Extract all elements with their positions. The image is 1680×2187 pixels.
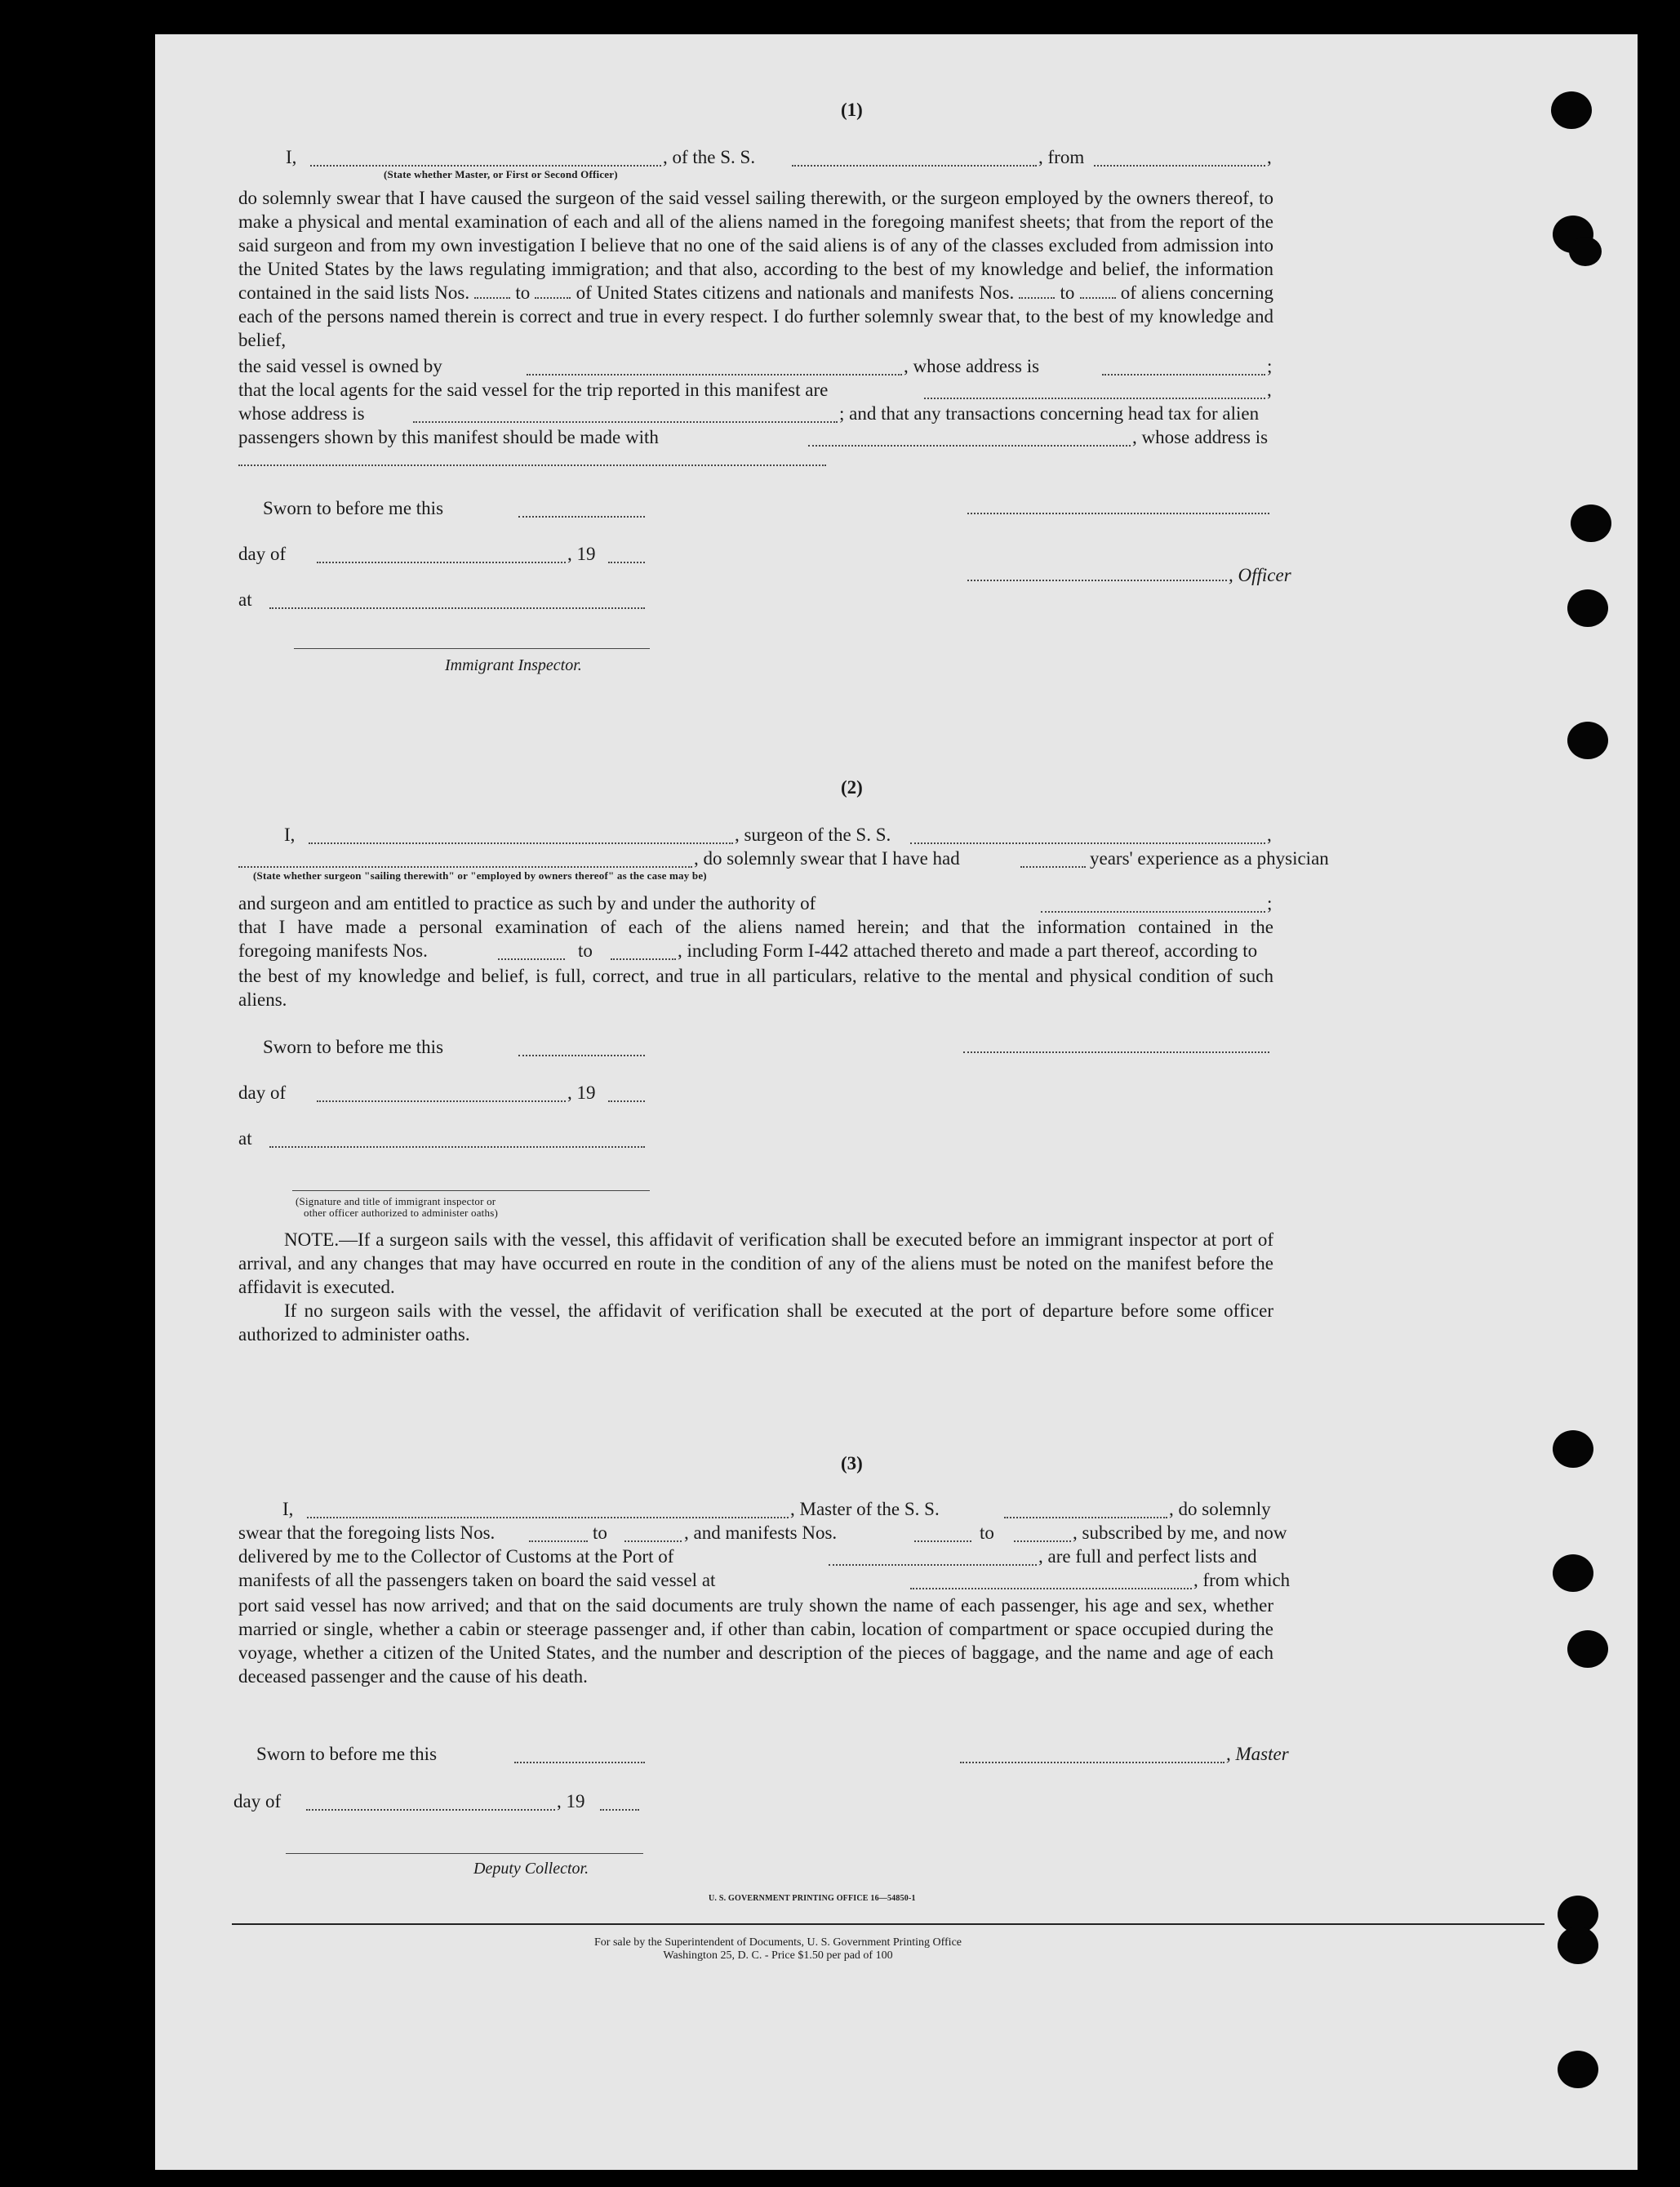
section-2-text-1: that I have made a personal examination of each of the aliens named herein; and that the information contained in the [238,917,1273,937]
section-1-paragraph [238,186,1273,352]
section-1-text-2: of United States citizens and nationals and manifests Nos. [576,282,1015,303]
head-tax-address-field[interactable] [238,465,826,466]
agents-address-field[interactable] [413,421,838,423]
whose-address-label-2: whose address is [238,403,365,424]
vessel-name-field[interactable] [792,165,1037,167]
surgeon-signature-line[interactable] [963,1051,1269,1053]
owned-by-label: the said vessel is owned by [238,356,442,376]
section-1-i: I, [286,147,297,167]
punch-hole [1553,1430,1593,1468]
section-3-text: port said vessel has now arrived; and that on the said documents are truly shown the name of each passenger, his age and sex, whether married or single, whether a cabin or steerage passenger and, if other than cabin, location of compartment or space occupied during the voyage, whether a citizen of the United States, and the number and description of the pieces of baggage, and the name and age of each deceased passenger and the cause of his death. [238,1595,1273,1687]
years-field[interactable] [1020,866,1086,868]
and-manifests-label: , and manifests Nos. [684,1522,838,1543]
section-3-number: (3) [841,1453,863,1474]
to-label-3a: to [593,1522,607,1543]
from-port-field[interactable] [1094,165,1265,167]
semicolon: ; [1267,356,1273,376]
manifests-to-field[interactable] [1080,286,1116,299]
year-field-1[interactable] [608,562,645,563]
footer-rule [232,1923,1544,1925]
sworn-label-2: Sworn to before me this [263,1037,444,1057]
day-of-label-3: day of [233,1791,282,1811]
authority-field[interactable] [1041,911,1265,913]
lists-to-field-3[interactable] [624,1540,682,1542]
sworn-label-1: Sworn to before me this [263,498,444,518]
signature-hint-1: (Signature and title of immigrant inspector or [296,1195,496,1207]
head-tax-contact-field[interactable] [808,445,1131,447]
section-1-text-3: of aliens concerning each of the persons named therein is correct and true in every respect. I do further solemnly swear that, to the best of my knowledge and belief, [238,282,1274,350]
punch-hole [1567,589,1608,627]
port-field[interactable] [829,1564,1037,1566]
section-1-number: (1) [841,100,863,120]
inspector-signature-line-2[interactable] [292,1190,650,1191]
surgeon-vessel-field[interactable] [910,842,1265,844]
punch-hole [1571,505,1611,542]
section-2-i: I, [284,825,296,845]
year-label-1: , 19 [567,544,596,564]
manifests-from-field-2[interactable] [498,958,565,960]
section-2-number: (2) [841,777,863,798]
section-1-hint: (State whether Master, or First or Second Officer) [384,168,618,180]
lists-from-field-3[interactable] [529,1540,588,1542]
punch-hole [1551,91,1592,129]
master-label: , Master [1226,1744,1289,1764]
section-2-hint: (State whether surgeon "sailing therewith" or "employed by owners thereof" as the case may be) [253,869,707,882]
master-of-label: , Master of the S. S. [790,1499,940,1519]
manifests-all-label: manifests of all the passengers taken on board the said vessel at [238,1570,716,1590]
note-label: NOTE. [284,1229,340,1250]
authority-label: and surgeon and am entitled to practice as such by and under the authority of [238,893,816,913]
years-label: years' experience as a physician [1090,848,1329,869]
officer-label: , Officer [1229,565,1291,585]
year-label-2: , 19 [567,1082,596,1103]
master-name-field[interactable] [310,165,661,167]
swear-lists-label: swear that the foregoing lists Nos. [238,1522,496,1543]
at-label-2: at [238,1128,252,1149]
full-perfect-label: , are full and perfect lists and [1038,1546,1257,1567]
sworn-day-field-1[interactable] [518,516,645,518]
sale-line-2: Washington 25, D. C. - Price $1.50 per pad of 100 [663,1949,893,1962]
boarding-port-field[interactable] [910,1588,1192,1589]
officer-signature-line-1[interactable] [967,513,1269,514]
sworn-day-field-2[interactable] [518,1055,645,1056]
year-field-3[interactable] [600,1809,639,1811]
sworn-day-field-3[interactable] [514,1762,645,1763]
owner-field[interactable] [527,374,902,376]
including-form-label: , including Form I-442 attached thereto and made a part thereof, according to [678,940,1258,961]
collector-signature-line[interactable] [286,1853,643,1854]
lists-to-field[interactable] [535,286,571,299]
vessel-name-field-3[interactable] [1004,1517,1167,1518]
head-tax-label: ; and that any transactions concerning head tax for alien [839,403,1260,424]
at-field-1[interactable] [269,607,645,609]
inspector-signature-line[interactable] [294,648,650,649]
from-which-label: , from which [1193,1570,1291,1590]
manifests-from-field[interactable] [1019,286,1055,299]
comma: , [1267,825,1272,845]
day-of-label-2: day of [238,1082,287,1103]
punch-hole [1567,1630,1608,1668]
month-field-1[interactable] [317,562,566,563]
local-agents-label: that the local agents for the said vessel for the trip reported in this manifest are [238,380,829,400]
master-signature-line[interactable] [960,1762,1224,1763]
swear-label: , do solemnly swear that I have had [694,848,960,869]
to-label: to [1060,282,1075,303]
at-label-1: at [238,589,252,610]
at-field-2[interactable] [269,1146,645,1148]
lists-from-field[interactable] [474,286,510,299]
month-field-3[interactable] [306,1809,555,1811]
immigrant-inspector-label: Immigrant Inspector. [445,656,582,674]
comma: , [1267,147,1272,167]
master-name-field-3[interactable] [307,1517,789,1518]
section-1-text-1: do solemnly swear that I have caused the surgeon of the said vessel sailing therewith, or the surgeon employed by the owners thereof, to make a physical and mental examination of each and all of the aliens named in the foregoing manifest sheets; that from the report of the said surgeon and from my own investigation I believe that no one of the said aliens is of any of the classes excluded from admission into the United States by the laws regulating immigration; and that also, according to the best of my knowledge and belief, the information contained in the said lists Nos. [238,188,1273,303]
to-label-3b: to [980,1522,994,1543]
deputy-collector-label: Deputy Collector. [473,1860,589,1878]
comma: , [1267,380,1272,400]
manifests-to-field-2[interactable] [611,958,676,960]
surgeon-of-label: , surgeon of the S. S. [735,825,891,845]
manifests-from-field-3[interactable] [914,1540,971,1542]
foregoing-manifests-label: foregoing manifests Nos. [238,940,428,961]
note-text-1: —If a surgeon sails with the vessel, this affidavit of verification shall be executed before an immigrant inspector at port of arrival, and any changes that may have occurred en route in the condition of any of the aliens must be noted on the manifest before the affidavit is executed. [238,1229,1273,1297]
of-the-ss-label: , of the S. S. [663,147,756,167]
from-label: , from [1038,147,1085,167]
punch-hole [1553,1554,1593,1592]
surgeon-name-field[interactable] [309,842,733,844]
do-solemnly-label: , do solemnly [1169,1499,1271,1519]
whose-address-label: , whose address is [904,356,1040,376]
signature-hint-2: other officer authorized to administer oaths) [304,1207,498,1219]
to-label: to [515,282,531,303]
form-page [155,34,1638,2170]
note-paragraph-2: If no surgeon sails with the vessel, the affidavit of verification shall be executed at the port of departure before some officer authorized to administer oaths. [238,1300,1273,1345]
punch-hole [1567,722,1608,759]
manifests-to-field-3[interactable] [1014,1540,1071,1542]
passengers-label: passengers shown by this manifest should be made with [238,427,659,447]
section-2-text-3: the best of my knowledge and belief, is full, correct, and true in all particulars, relative to the mental and physical condition of such aliens. [238,966,1273,1010]
year-label-3: , 19 [557,1791,585,1811]
day-of-label-1: day of [238,544,287,564]
sale-line-1: For sale by the Superintendent of Documents, U. S. Government Printing Office [594,1936,962,1949]
surgeon-status-field[interactable] [238,866,692,868]
section-3-i: I, [282,1499,294,1519]
whose-address-label-3: , whose address is [1132,427,1269,447]
punch-hole [1569,237,1602,266]
subscribed-label: , subscribed by me, and now [1073,1522,1287,1543]
delivered-label: delivered by me to the Collector of Customs at the Port of [238,1546,674,1567]
owner-address-field[interactable] [1102,374,1265,376]
year-field-2[interactable] [608,1100,645,1102]
to-label-2: to [578,940,593,961]
printing-office-line: U. S. GOVERNMENT PRINTING OFFICE 16—54850-1 [709,1894,916,1903]
sworn-label-3: Sworn to before me this [256,1744,438,1764]
punch-hole [1558,2051,1598,2088]
month-field-2[interactable] [317,1100,566,1102]
officer-signature-line-2[interactable] [967,580,1227,581]
semicolon: ; [1267,893,1273,913]
note-paragraph-1 [238,1228,1273,1299]
local-agents-field[interactable] [924,398,1265,399]
